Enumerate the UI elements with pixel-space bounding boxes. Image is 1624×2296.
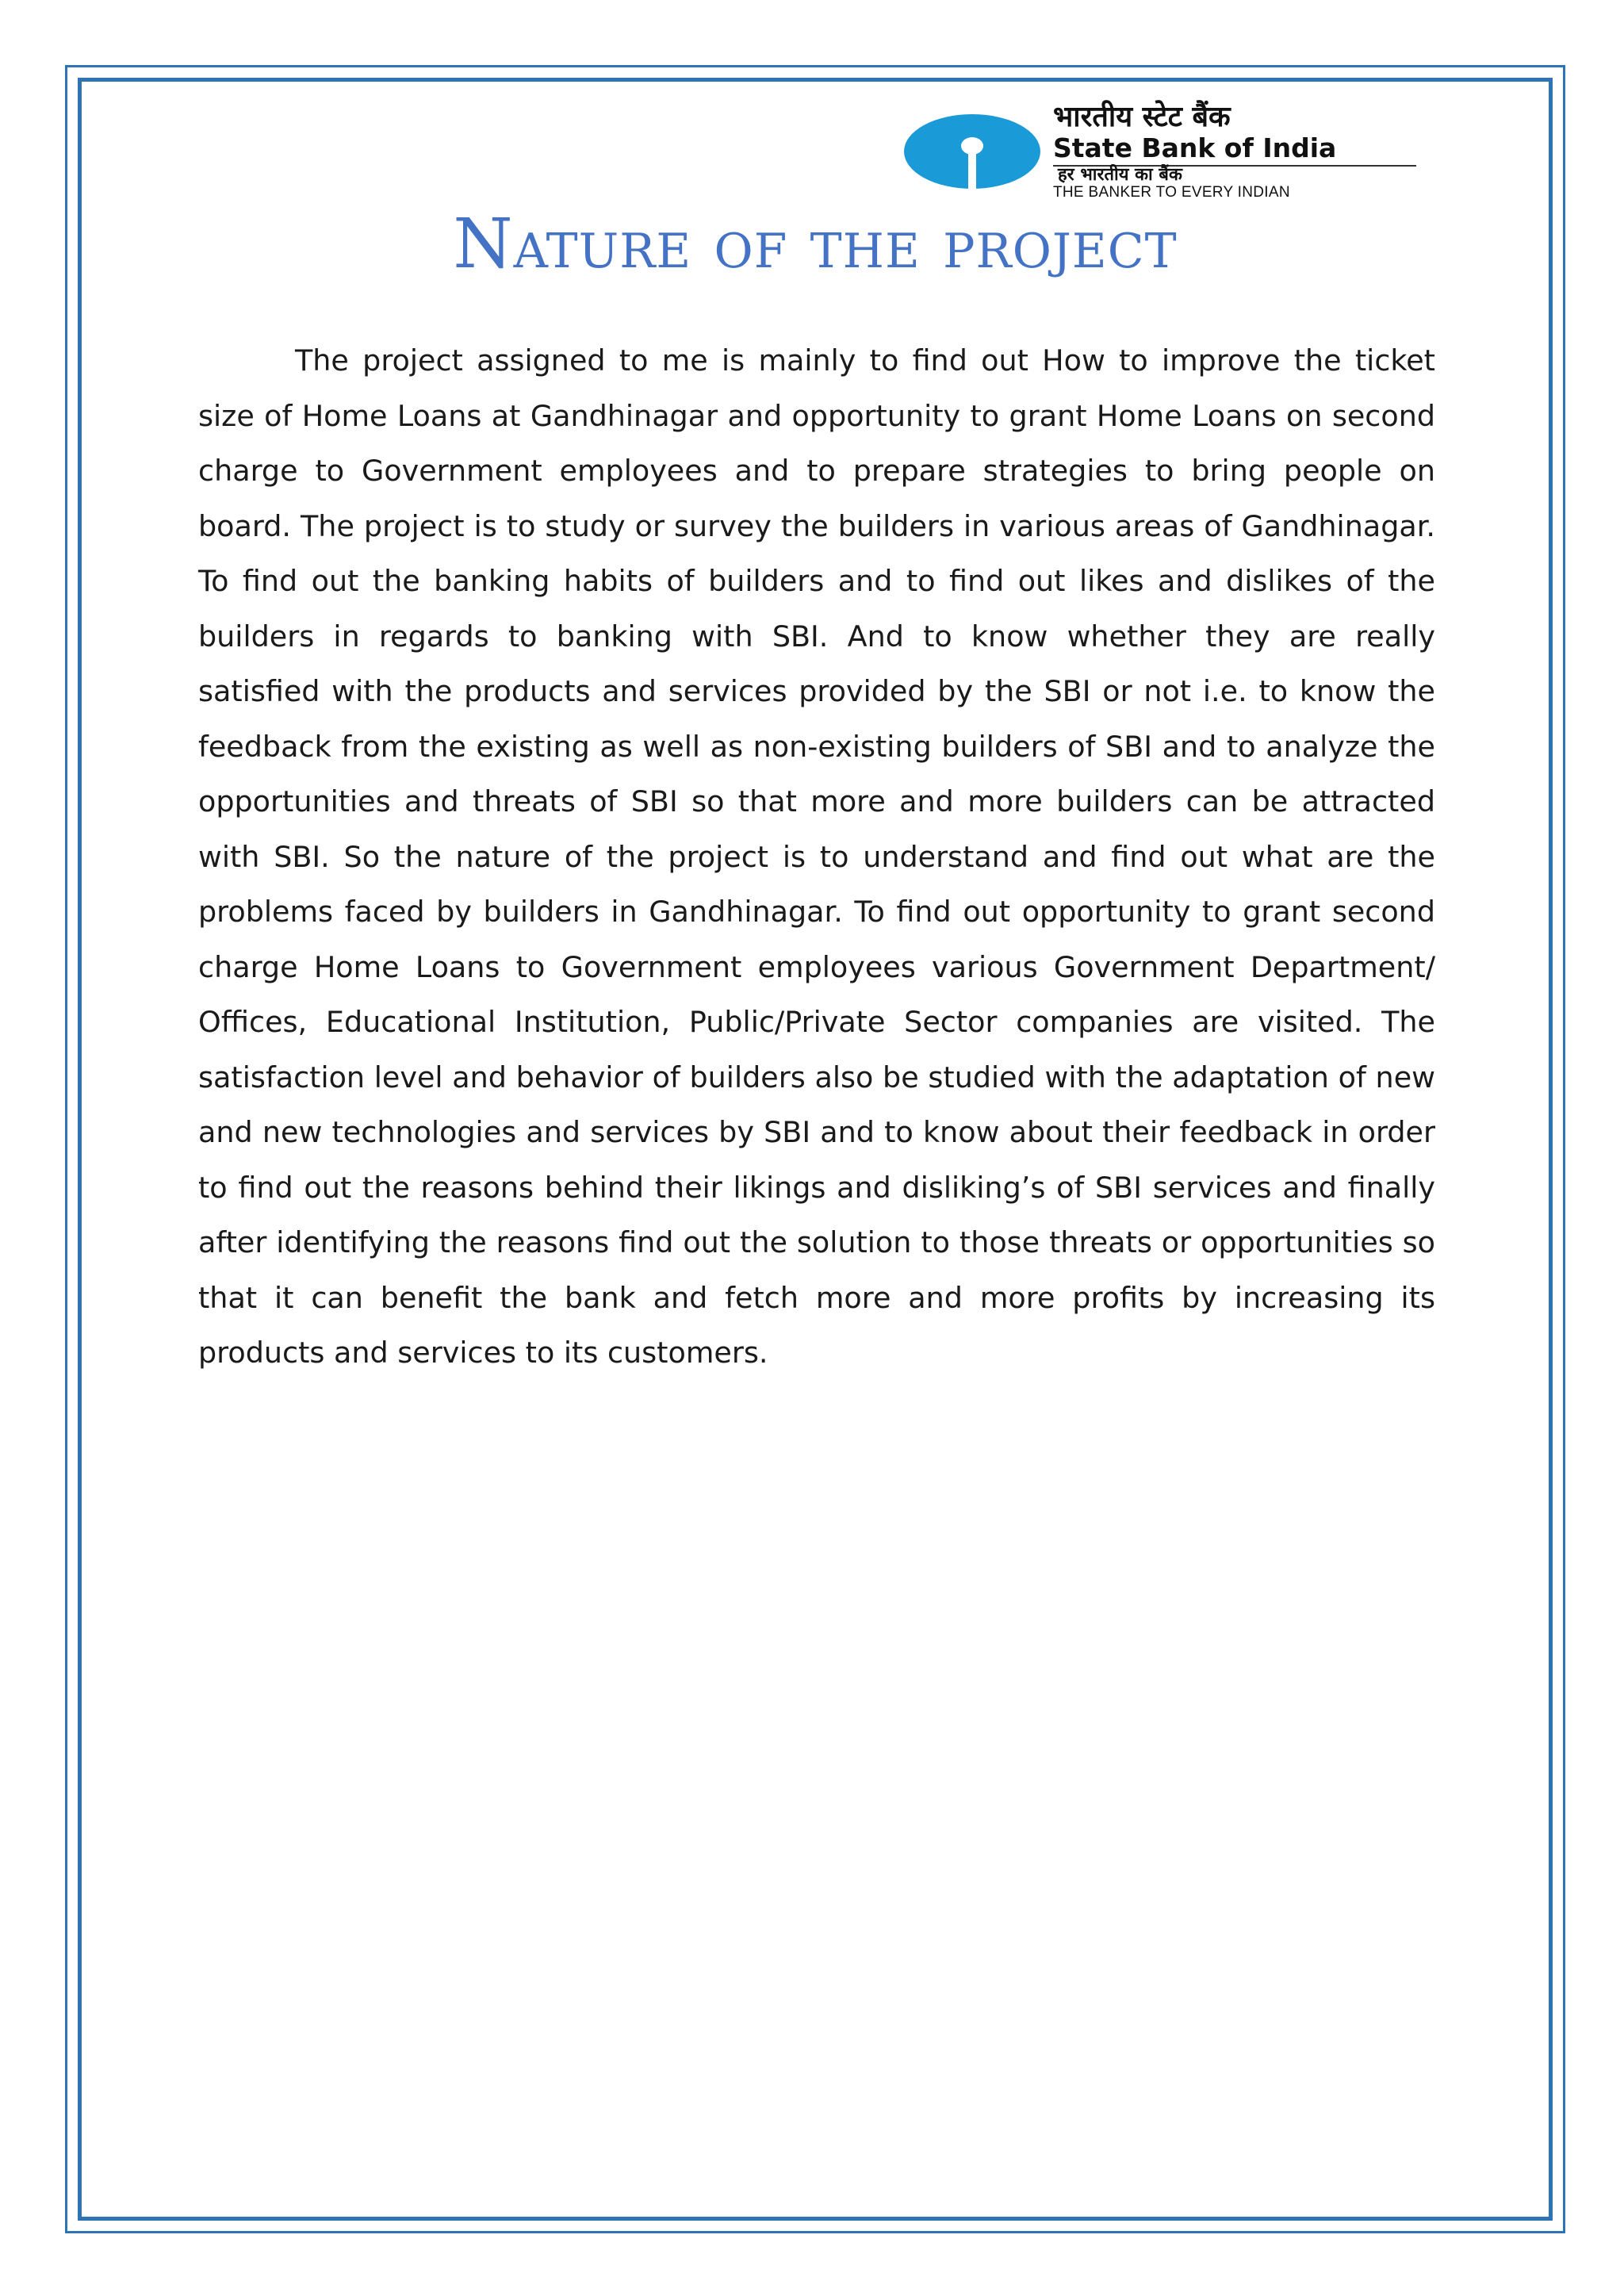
body-paragraph: The project assigned to me is mainly to find out How to improve the ticket size of Home Loans at Gandhinagar and opportunity to grant Home Loans on second charge to Government employees and to prepare strategies to bring people on board. The project is to study or survey the builders in various areas of Gandhinagar. To find out the banking habits of builders and to find out likes and dislikes of the builders in regards to banking with SBI. And to know whether they are really satisfied with the products and services provided by the SBI or not i.e. to know the feedback from the existing as well as non-existing builders of SBI and to analyze the opportunities and threats of SBI so that more and more builders can be attracted with SBI. So the nature of the project is to understand and find out what are the problems faced by builders in Gandhinagar. To find out opportunity to grant second charge Home Loans to Government employees various Government Department/ Offices, Educational Institution, Public/Private Sector companies are visited. The satisfaction level and behavior of builders also be studied with the adaptation of new and new technologies and services by SBI and to know about their feedback in order to find out the reasons behind their likings and disliking’s of SBI services and finally after identifying the reasons find out the solution to those threats or opportunities so that it can benefit the bank and fetch more and more profits by increasing its products and services to its customers. [198,343,1435,1370]
sbi-emblem-icon [902,113,1042,190]
logo-hindi-tagline: हर भारतीय का बैंक [1058,165,1182,185]
page-title: Nature of the project [453,205,1178,284]
sbi-logo-text [1053,102,1434,201]
logo-english-name: State Bank of India [1053,132,1337,163]
logo-english-tagline: THE BANKER TO EVERY INDIAN [1053,184,1290,201]
sbi-logo [902,102,1434,201]
logo-hindi-name: भारतीय स्टेट बैंक [1053,101,1231,133]
